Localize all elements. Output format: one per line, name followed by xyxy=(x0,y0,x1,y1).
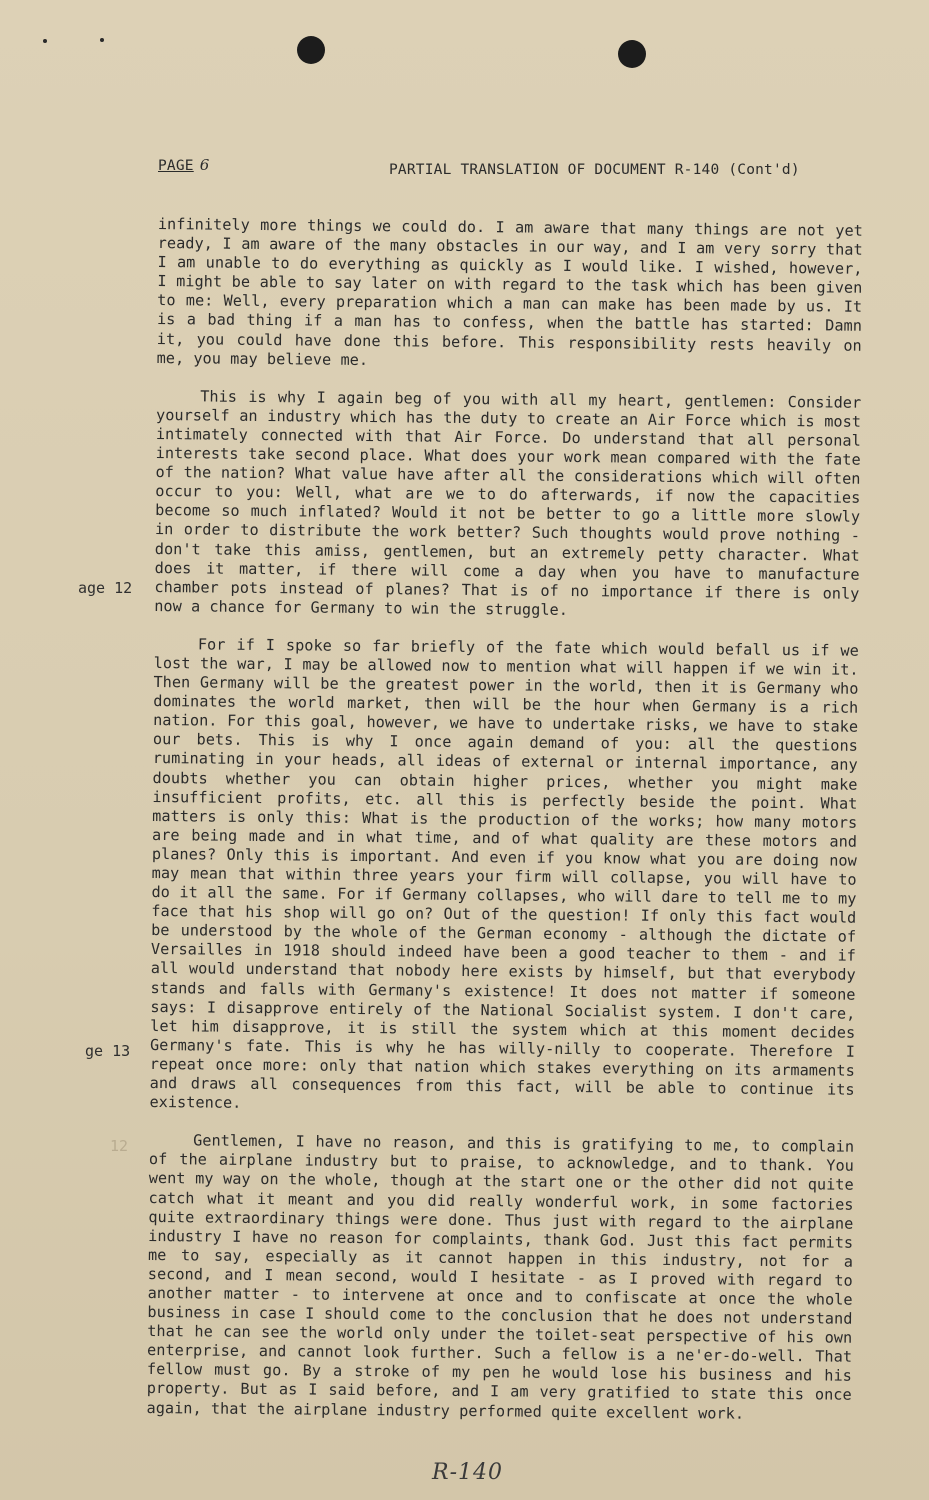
paragraph-4: Gentlemen, I have no reason, and this is gratifying to me, to complain of the airplane industry but to praise, to acknowledge, and to thank. You went my way on the whole, though at the start one or the other did not quite catch what it meant and you did really wonderful work, in some factories quite extraordinary things were done. Thus just with regard to the airplane industry I have no reason for complaints, thank God. Just this fact permits me to say, especially as it cannot happen in this industry, not for a second, and I mean second, would I hesitate - as I proved with regard to another matter - to intervene at once and to confiscate at once the whole business in case I should come to the conclusion that he does not understand that he can see the world only under the toilet-seat perspective of his own enterprise, and cannot look further. Such a fellow is a ne'er-do-well. That fellow must go. By a stroke of my pen he would lose his business and his property. But as I said before, and I am very gratified to state this once again, that the airplane industry performed quite excellent work. xyxy=(146,1131,855,1423)
margin-note-faded: 12 xyxy=(110,1137,129,1155)
paragraph-3: For if I spoke so far briefly of the fate which would befall us if we lost the war, I may be allowed now to mention what will happen if we win it. Then Germany will be the greatest power in the world, then it is Germany who dominates the world market, then will be the hour when Germany is a rich nation. For this goal, however, we have to undertake risks, we have to stake our bets. This is why I once again demand of you: all the questions ruminating in your heads, all ideas of external or internal importance, any doubts whether you can obtain higher prices, whether you might make insufficient profits, etc. all this is perfectly beside the point. What matters is only this: What is the production of the works; how many motors are being made and in what time, and of what quality are these motors and planes? Only this is important. And even if you know what you are doing now may mean that within three years your firm will collapse, you will have to do it all the same. For if Germany collapses, who will dare to tell me to my face that his shop will go on? Out of the question! If only this fact would be understood by the whole of the German economy - although the dictate of Versailles in 1918 should indeed have been a good teacher to them - and if all would understand that nobody here exists by himself, but that everybody stands and falls with Germany's existence! It does not matter if someone says: I disapprove entirely of the National Socialist system. I don't care, let him disapprove, it is still the system which at this moment decides Germany's fate. This is why he has willy-nilly to cooperate. Therefore I repeat once more: only that nation which stakes everything on its armaments and draws all consequences from this fact, will be able to continue its existence. xyxy=(149,635,859,1112)
margin-note-page-13: ge 13 xyxy=(85,1042,131,1060)
paper-speck xyxy=(100,38,104,42)
document-body xyxy=(146,215,863,1424)
handwritten-document-ref: R-140 xyxy=(432,1460,503,1485)
page-label xyxy=(158,156,209,174)
margin-note-page-12: age 12 xyxy=(78,579,133,597)
document-title: PARTIAL TRANSLATION OF DOCUMENT R-140 (Cont'd) xyxy=(389,162,800,178)
handwritten-page-number: 6 xyxy=(199,156,210,174)
punch-hole-right xyxy=(618,40,646,68)
paragraph-1: infinitely more things we could do. I am aware that many things are not yet ready, I am aware of the many obstacles in our way, and I am very sorry that I am unable to do everything as quickly as I would like. I wished, however, I might be able to say later on with regard to the task which has been given to me: Well, every preparation which a man can make has been made by us. It is a bad thing if a man has to confess, when the battle has started: Damn it, you could have done this before. This responsibility rests heavily on me, you may believe me. xyxy=(156,215,863,369)
page-label-text: PAGE xyxy=(158,158,194,174)
punch-hole-left xyxy=(297,36,325,64)
paper-speck xyxy=(43,39,47,43)
paragraph-2: This is why I again beg of you with all my heart, gentlemen: Consider yourself an industry which has the duty to create an Air Force which is most intimately connected with that Air Force. Do understand that all personal interests take second place. What does your work mean compared with the fate of the nation? What value have after all the considerations which will often occur to you: Well, what are we to do afterwards, if now the capacities become so much inflated? Would it not be better to go a little more slowly in order to distribute the work better? Such thoughts would prove nothing - don't take this amiss, gentlemen, but an extremely petty character. What does it matter, if there will come a day when you have to manufacture chamber pots instead of planes? That is of no importance if there is only now a chance for Germany to win the struggle. xyxy=(154,387,862,619)
